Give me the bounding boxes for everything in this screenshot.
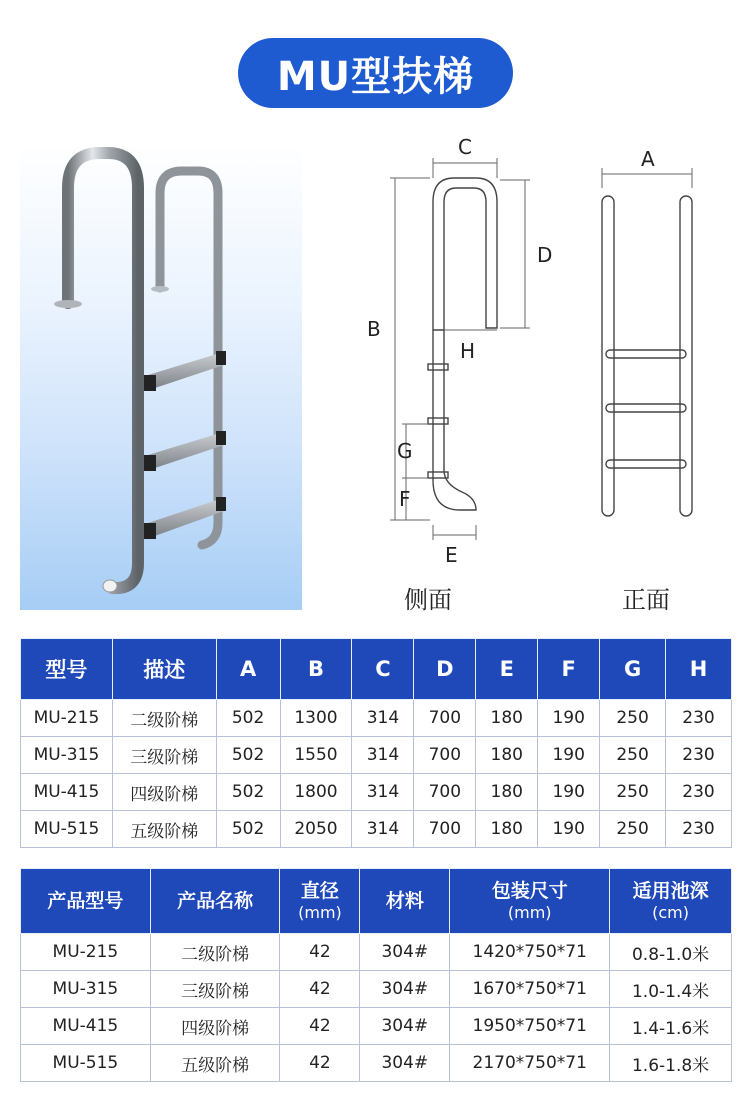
- header-product-model: 产品型号: [21, 869, 151, 934]
- label-h: H: [460, 339, 476, 363]
- table-row: [21, 774, 732, 811]
- cell: 250: [600, 774, 666, 811]
- cell: 42: [280, 971, 360, 1008]
- dimension-diagram: [340, 130, 730, 630]
- cell: 250: [600, 700, 666, 737]
- cell: 180: [476, 700, 538, 737]
- cell: 1.6-1.8米: [610, 1045, 732, 1082]
- cell: 190: [538, 811, 600, 848]
- label-b: B: [367, 317, 381, 341]
- product-table: [20, 868, 732, 1082]
- cell: 250: [600, 737, 666, 774]
- cell: 180: [476, 811, 538, 848]
- dimension-table: [20, 638, 732, 848]
- label-c: C: [458, 135, 472, 159]
- cell: 700: [414, 811, 476, 848]
- cell: 五级阶梯: [112, 811, 216, 848]
- cell: 2050: [280, 811, 352, 848]
- cell: 304#: [360, 971, 450, 1008]
- cell: 502: [216, 774, 280, 811]
- cell: 700: [414, 774, 476, 811]
- header-b: B: [280, 639, 352, 700]
- cell: 1670*750*71: [450, 971, 610, 1008]
- table-row: [21, 737, 732, 774]
- cell: 三级阶梯: [150, 971, 280, 1008]
- cell: 250: [600, 811, 666, 848]
- header-diameter: 直径 (mm): [280, 869, 360, 934]
- dimension-table-header: [21, 639, 732, 700]
- header-material: 材料: [360, 869, 450, 934]
- label-a: A: [641, 147, 655, 171]
- cell: MU-515: [21, 1045, 151, 1082]
- cell: 1950*750*71: [450, 1008, 610, 1045]
- cell: 502: [216, 811, 280, 848]
- label-e: E: [445, 543, 458, 567]
- header-model: 型号: [21, 639, 113, 700]
- product-photo: [20, 143, 302, 610]
- cell: 190: [538, 737, 600, 774]
- cell: 314: [352, 737, 414, 774]
- table-row: [21, 1045, 732, 1082]
- cell: 42: [280, 1008, 360, 1045]
- cell: 314: [352, 774, 414, 811]
- cell: 42: [280, 934, 360, 971]
- cell: MU-415: [21, 774, 113, 811]
- cell: 700: [414, 737, 476, 774]
- cell: 二级阶梯: [150, 934, 280, 971]
- header-product-name: 产品名称: [150, 869, 280, 934]
- cell: 230: [666, 700, 732, 737]
- cell: 四级阶梯: [112, 774, 216, 811]
- table-row: [21, 700, 732, 737]
- front-view-label: 正面: [622, 586, 670, 614]
- cell: 1.0-1.4米: [610, 971, 732, 1008]
- cell: 1550: [280, 737, 352, 774]
- cell: 230: [666, 737, 732, 774]
- cell: 1.4-1.6米: [610, 1008, 732, 1045]
- cell: 四级阶梯: [150, 1008, 280, 1045]
- ladder-illustration: [20, 143, 302, 610]
- cell: 1800: [280, 774, 352, 811]
- cell: MU-215: [21, 700, 113, 737]
- label-d: D: [537, 243, 553, 267]
- header-description: 描述: [112, 639, 216, 700]
- header-a: A: [216, 639, 280, 700]
- cell: MU-215: [21, 934, 151, 971]
- cell: MU-315: [21, 737, 113, 774]
- cell: 230: [666, 811, 732, 848]
- cell: MU-415: [21, 1008, 151, 1045]
- table-row: [21, 1008, 732, 1045]
- header-package-size: 包装尺寸 (mm): [450, 869, 610, 934]
- table-row: [21, 934, 732, 971]
- header-e: E: [476, 639, 538, 700]
- cell: 42: [280, 1045, 360, 1082]
- cell: 180: [476, 737, 538, 774]
- header-g: G: [600, 639, 666, 700]
- cell: 190: [538, 774, 600, 811]
- cell: 190: [538, 700, 600, 737]
- table-row: [21, 811, 732, 848]
- header-h: H: [666, 639, 732, 700]
- cell: 502: [216, 737, 280, 774]
- cell: 304#: [360, 1045, 450, 1082]
- header-d: D: [414, 639, 476, 700]
- cell: 三级阶梯: [112, 737, 216, 774]
- product-table-header: [21, 869, 732, 934]
- cell: 314: [352, 700, 414, 737]
- label-f: F: [399, 487, 411, 511]
- cell: MU-315: [21, 971, 151, 1008]
- cell: 304#: [360, 1008, 450, 1045]
- page-title: MU型扶梯: [238, 38, 513, 108]
- cell: 1300: [280, 700, 352, 737]
- cell: 230: [666, 774, 732, 811]
- cell: 502: [216, 700, 280, 737]
- label-g: G: [397, 439, 413, 463]
- cell: 五级阶梯: [150, 1045, 280, 1082]
- cell: MU-515: [21, 811, 113, 848]
- cell: 314: [352, 811, 414, 848]
- cell: 180: [476, 774, 538, 811]
- cell: 304#: [360, 934, 450, 971]
- cell: 2170*750*71: [450, 1045, 610, 1082]
- header-c: C: [352, 639, 414, 700]
- header-f: F: [538, 639, 600, 700]
- header-pool-depth: 适用池深 (cm): [610, 869, 732, 934]
- cell: 700: [414, 700, 476, 737]
- table-row: [21, 971, 732, 1008]
- cell: 二级阶梯: [112, 700, 216, 737]
- cell: 0.8-1.0米: [610, 934, 732, 971]
- cell: 1420*750*71: [450, 934, 610, 971]
- side-view-label: 侧面: [404, 586, 452, 614]
